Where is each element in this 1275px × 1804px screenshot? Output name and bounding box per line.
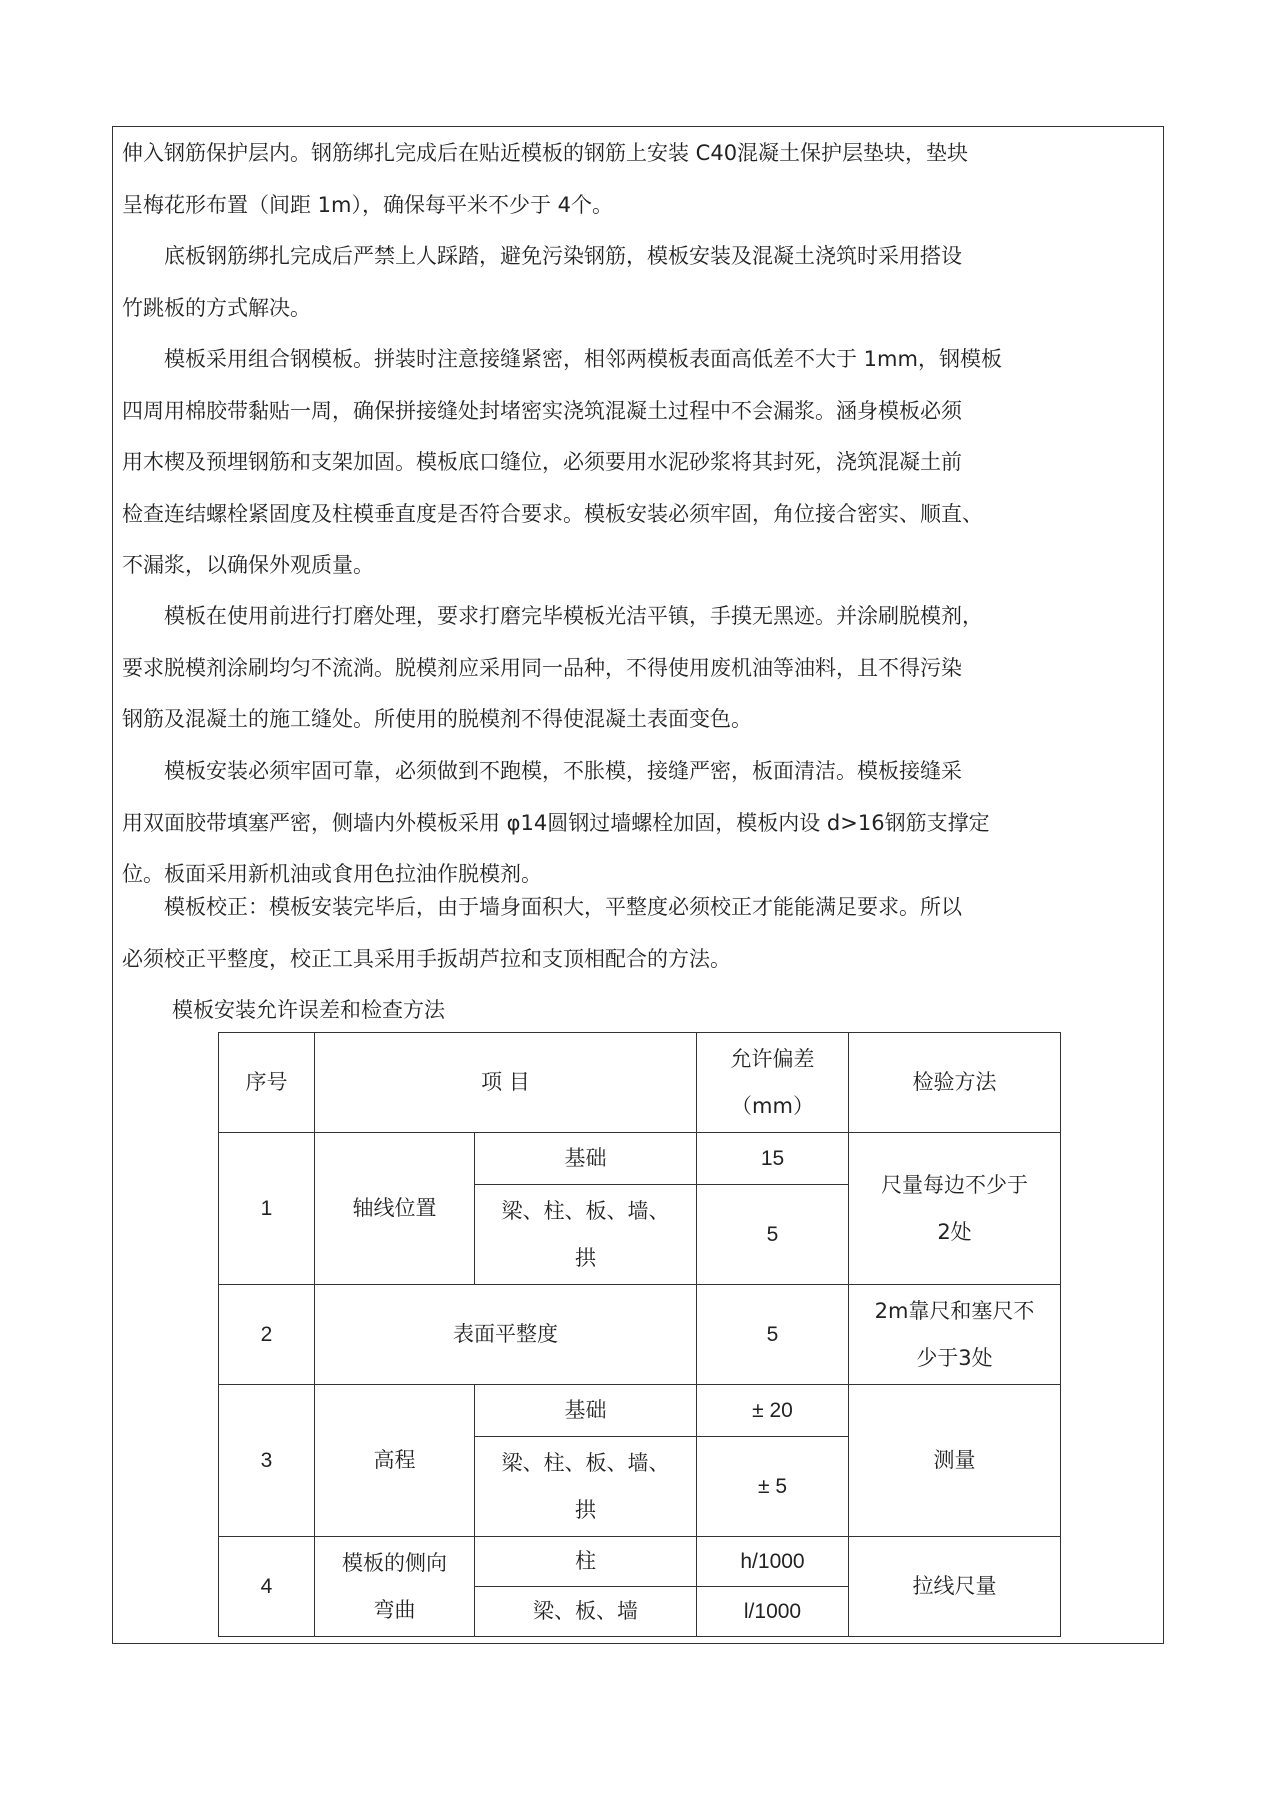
header-item: 项 目	[315, 1033, 697, 1133]
paragraph-3	[122, 334, 1162, 592]
sub-item-line1: 梁、柱、板、墙、	[501, 1450, 670, 1475]
sub-item-line2: 拱	[575, 1245, 596, 1270]
tolerance-value: ± 5	[697, 1437, 849, 1537]
sub-item-line2: 拱	[575, 1497, 596, 1522]
text-line: 钢筋及混凝土的施工缝处。所使用的脱模剂不得使混凝土表面变色。	[122, 707, 752, 731]
method-line1: 2m靠尺和塞尺不	[874, 1298, 1035, 1323]
sub-item: 基础	[475, 1385, 697, 1437]
paragraph-5	[122, 746, 1162, 901]
row-item: 轴线位置	[315, 1133, 475, 1285]
row-item: 高程	[315, 1385, 475, 1537]
sub-item: 梁、板、墙	[475, 1587, 697, 1637]
sub-item: 柱	[475, 1537, 697, 1587]
text-line: 底板钢筋绑扎完成后严禁上人踩踏，避免污染钢筋，模板安装及混凝土浇筑时采用搭设	[122, 244, 962, 268]
row-method: 拉线尺量	[849, 1537, 1061, 1637]
header-tolerance-line1: 允许偏差	[730, 1046, 815, 1071]
header-tolerance	[697, 1033, 849, 1133]
sub-item: 基础	[475, 1133, 697, 1185]
text-line: 模板采用组合钢模板。拼装时注意接缝紧密，相邻两模板表面高低差不大于 1mm，钢模板	[122, 347, 1002, 371]
row-no: 4	[219, 1537, 315, 1637]
row-method	[849, 1285, 1061, 1385]
paragraph-2	[122, 231, 1162, 334]
text-line: 检查连结螺栓紧固度及柱模垂直度是否符合要求。模板安装必须牢固，角位接合密实、顺直、	[122, 501, 983, 526]
text-line: 用双面胶带填塞严密，侧墙内外模板采用 φ14圆钢过墙螺栓加固，模板内设 d>16钢筋支撑定	[122, 810, 990, 835]
method-line1: 尺量每边不少于	[881, 1172, 1028, 1197]
text-line: 不漏浆，以确保外观质量。	[122, 553, 374, 577]
table-row	[219, 1385, 1061, 1437]
text-line: 四周用棉胶带黏贴一周，确保拼接缝处封堵密实浇筑混凝土过程中不会漏浆。涵身模板必须	[122, 398, 962, 423]
text-line: 必须校正平整度，校正工具采用手扳胡芦拉和支顶相配合的方法。	[122, 946, 731, 971]
tolerance-table	[218, 1032, 1061, 1637]
text-line: 伸入钢筋保护层内。钢筋绑扎完成后在贴近模板的钢筋上安装 C40混凝土保护层垫块，垫块	[122, 141, 969, 165]
text-line: 竹跳板的方式解决。	[122, 295, 311, 320]
text-line: 要求脱模剂涂刷均匀不流淌。脱模剂应采用同一品种，不得使用废机油等油料，且不得污染	[122, 655, 962, 680]
row-no: 3	[219, 1385, 315, 1537]
method-line2: 少于3处	[916, 1345, 993, 1370]
table-row	[219, 1133, 1061, 1185]
tolerance-value: l/1000	[697, 1587, 849, 1637]
header-no: 序号	[219, 1033, 315, 1133]
row-item-line2: 弯曲	[373, 1597, 416, 1622]
sub-item	[475, 1185, 697, 1285]
row-method: 测量	[849, 1385, 1061, 1537]
header-method: 检验方法	[849, 1033, 1061, 1133]
table-row	[219, 1285, 1061, 1385]
text-line: 用木楔及预埋钢筋和支架加固。模板底口缝位，必须要用水泥砂浆将其封死，浇筑混凝土前	[122, 450, 962, 474]
row-method	[849, 1133, 1061, 1285]
row-item	[315, 1537, 475, 1637]
table-row	[219, 1537, 1061, 1587]
row-item: 表面平整度	[315, 1285, 697, 1385]
header-tolerance-line2: （mm）	[731, 1093, 814, 1118]
tolerance-value: 5	[697, 1285, 849, 1385]
row-no: 1	[219, 1133, 315, 1285]
tolerance-value: ± 20	[697, 1385, 849, 1437]
method-line2: 2处	[937, 1219, 972, 1244]
paragraph-6	[122, 882, 1162, 985]
text-line: 模板校正：模板安装完毕后，由于墙身面积大，平整度必须校正才能能满足要求。所以	[122, 895, 962, 919]
sub-item	[475, 1437, 697, 1537]
text-line: 模板安装必须牢固可靠，必须做到不跑模，不胀模，接缝严密，板面清洁。模板接缝采	[122, 759, 962, 783]
text-line: 呈梅花形布置（间距 1m），确保每平米不少于 4个。	[122, 192, 614, 217]
table-header-row	[219, 1033, 1061, 1133]
table-caption: 模板安装允许误差和检查方法	[172, 998, 445, 1022]
text-line: 位。板面采用新机油或食用色拉油作脱模剂。	[122, 862, 542, 886]
paragraph-4	[122, 591, 1162, 746]
sub-item-line1: 梁、柱、板、墙、	[501, 1198, 670, 1223]
tolerance-value: 5	[697, 1185, 849, 1285]
tolerance-value: 15	[697, 1133, 849, 1185]
paragraph-1	[122, 128, 1162, 231]
row-no: 2	[219, 1285, 315, 1385]
row-item-line1: 模板的侧向	[342, 1550, 447, 1575]
tolerance-value: h/1000	[697, 1537, 849, 1587]
text-line: 模板在使用前进行打磨处理，要求打磨完毕模板光洁平镇，手摸无黑迹。并涂刷脱模剂，	[122, 604, 983, 628]
